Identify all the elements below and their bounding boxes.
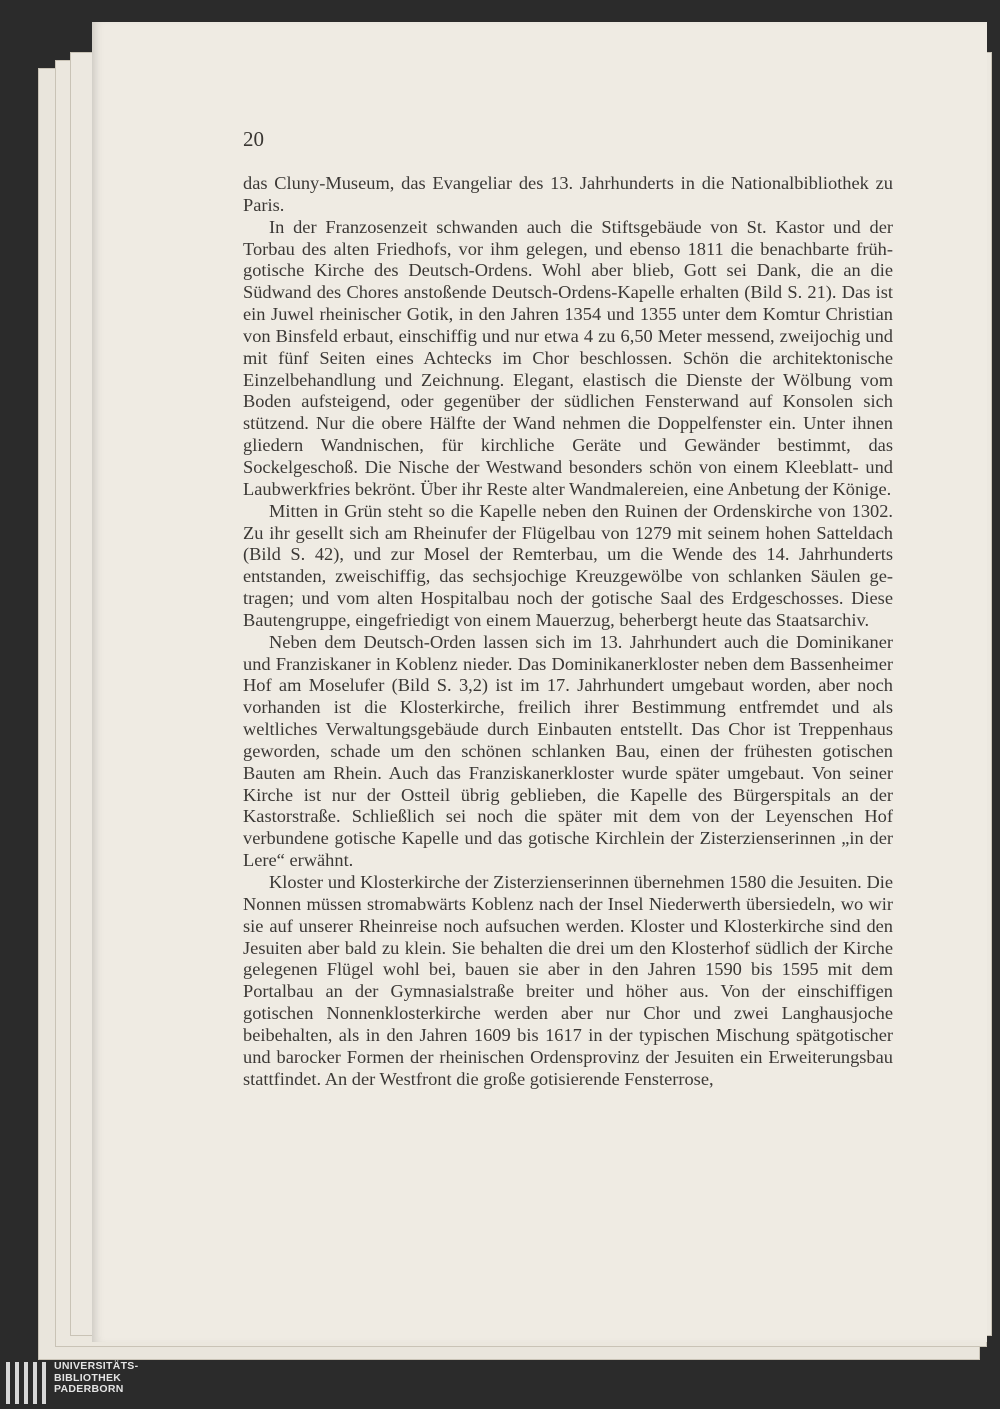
body-text [243,173,893,1090]
paragraph: In der Franzosenzeit schwanden auch die Stiftsgebäude von St. Kastor und der Torbau des alten Friedhofs, vor ihm gelegen, und ebenso 1811 die benachbarte frühgotische Kirche des Deutsch-Ordens. Wohl aber blieb, Gott sei Dank, die an die Südwand des Chores anstoßende Deutsch-Ordens-Kapelle erhalten (Bild S. 21). Das ist ein Juwel rheinischer Gotik, in den Jahren 1354 und 1355 unter dem Komtur Christian von Binsfeld erbaut, einschiffig und nur etwa 4 zu 6,50 Meter messend, zweijochig und mit fünf Seiten eines Achtecks im Chor beschlossen. Schön die architektonische Einzelbehandlung und Zeichnung. Elegant, elastisch die Dienste der Wölbung vom Boden aufsteigend, oder gegenüber der südlichen Fensterwand auf Konsolen sich stützend. Nur die obere Hälfte der Wand nehmen die Doppelfenster ein. Unter ihnen gliedern Wandnischen, für kirchliche Geräte und Gewänder bestimmt, das Sockelgeschoß. Die Nische der Westwand besonders schön von einem Kleeblatt- und Laubwerkfries bekrönt. Über ihr Reste alter Wandmalereien, eine Anbetung der Könige. [243,216,893,499]
paragraph: Kloster und Klosterkirche der Zisterzienserinnen übernehmen 1580 die Jesuiten. Die Nonnen müssen stromabwärts Koblenz nach der Insel Niederwerth übersiedeln, wo wir sie auf unserer Rheinreise noch aufsuchen werden. Kloster und Klosterkirche sind den Jesuiten aber bald zu klein. Sie behalten die drei um den Klosterhof südlich der Kirche gelegenen Flügel wohl bei, bauen sie aber in den Jahren 1590 bis 1595 mit dem Portalbau an der Gymnasialstraße breiter und höher aus. Von der einschiffigen gotischen Nonnenklosterkirche werden aber nur Chor und zwei Langhausjoche beibehalten, als in den Jahren 1609 bis 1617 in der typischen Mischung spätgotischer und barocker Formen der rheinischen Ordensprovinz der Jesuiten ein Erweiterungsbau stattfindet. An der Westfront die große gotisierende Fensterrose, [243,872,893,1089]
library-logo-text: UNIVERSITÄTS- BIBLIOTHEK PADERBORN [54,1360,139,1395]
page-number: 20 [243,127,264,151]
paragraph: das Cluny-Museum, das Evangeliar des 13. Jahrhunderts in die Nationalbibliothek zu Paris. [243,173,893,215]
library-logo [0,1357,200,1409]
library-logo-bars-icon [6,1362,46,1404]
paragraph: Neben dem Deutsch-Orden lassen sich im 13. Jahrhundert auch die Dominikaner und Franziskaner in Koblenz nieder. Das Dominikanerkloster neben dem Bassenheimer Hof am Moselufer (Bild S. 3,2) ist im 17. Jahrhundert umgebaut worden, aber noch vorhanden ist die Klosterkirche, freilich ihrer Bestimmung entfremdet und als weltliches Verwaltungsgebäude durch Einbauten entstellt. Das Chor ist Treppenhaus geworden, schade um den schönen schlanken Bau, einen der frühesten gotischen Bauten am Rhein. Auch das Franziskanerkloster wurde später umgebaut. Von seiner Kirche ist nur der Ostteil übrig geblieben, die Kapelle des Bürgerspitals an der Kastorstraße. Schließlich sei noch die später mit dem von der Leyenschen Hof verbundene gotische Kapelle und das gotische Kirchlein der Zisterzienserinnen „in der Lere“ erwähnt. [243,631,893,871]
paragraph: Mitten in Grün steht so die Kapelle neben den Ruinen der Ordenskirche von 1302. Zu ihr gesellt sich am Rheinufer der Flügelbau von 1279 mit seinem hohen Satteldach (Bild S. 42), und zur Mosel der Remterbau, um die Wende des 14. Jahrhunderts entstanden, zweischiffig, das sechsjochige Kreuzgewölbe von schlanken Säulen getragen; und vom alten Hospitalbau noch der gotische Saal des Erdgeschosses. Diese Bautengruppe, eingefriedigt von einem Mauerzug, beherbergt heute das Staatsarchiv. [243,500,893,630]
